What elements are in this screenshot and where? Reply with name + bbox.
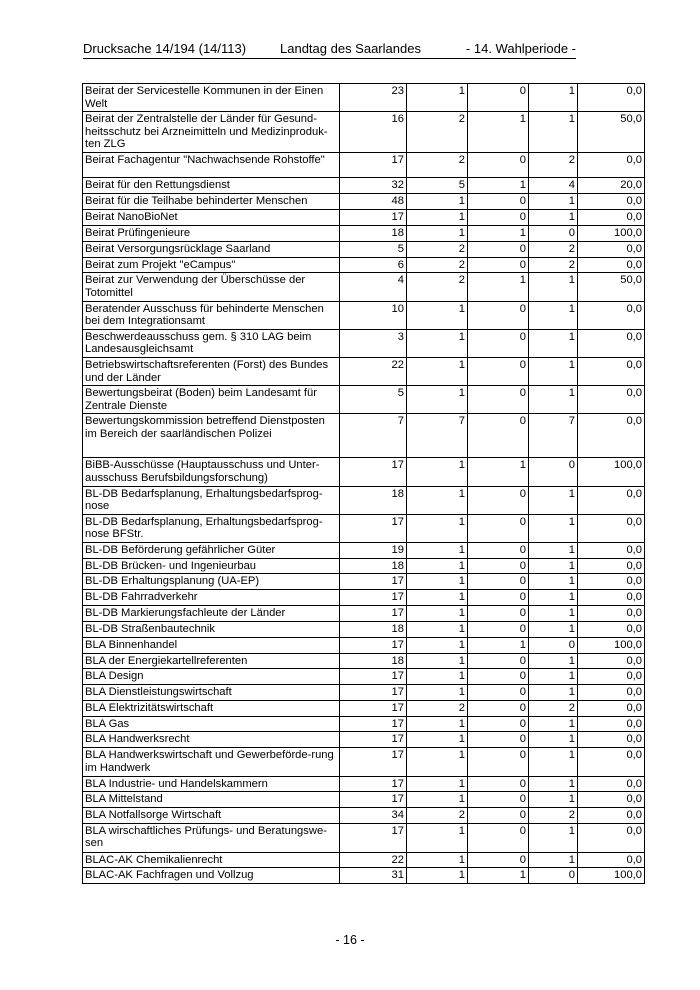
- women-percentage-cell: 100,0: [578, 225, 645, 241]
- men-count-cell: 0: [529, 868, 578, 884]
- committee-name-cell: Beschwerdeausschuss gem. § 310 LAG beim Landesausgleichsamt: [83, 329, 340, 357]
- table-row: [83, 653, 645, 669]
- table-row: [83, 852, 645, 868]
- members-total-cell: 5: [340, 241, 407, 257]
- women-percentage-cell: 50,0: [578, 273, 645, 301]
- committee-name-cell: BLA Mittelstand: [83, 792, 340, 808]
- state-nominated-cell: 1: [407, 823, 468, 852]
- committee-name-cell: BL-DB Brücken- und Ingenieurbau: [83, 558, 340, 574]
- men-count-cell: 1: [529, 776, 578, 792]
- state-nominated-cell: 2: [407, 700, 468, 716]
- table-row: [83, 458, 645, 486]
- members-total-cell: 18: [340, 558, 407, 574]
- state-nominated-cell: 1: [407, 792, 468, 808]
- women-count-cell: 1: [468, 637, 529, 653]
- women-count-cell: 1: [468, 458, 529, 486]
- women-percentage-cell: 0,0: [578, 357, 645, 385]
- members-total-cell: 34: [340, 808, 407, 824]
- men-count-cell: 2: [529, 808, 578, 824]
- committee-name-cell: Beirat für den Rettungsdienst: [83, 178, 340, 194]
- members-total-cell: 6: [340, 257, 407, 273]
- committee-name-cell: BLA Elektrizitätswirtschaft: [83, 700, 340, 716]
- women-percentage-cell: 100,0: [578, 458, 645, 486]
- members-total-cell: 17: [340, 590, 407, 606]
- members-total-cell: 4: [340, 273, 407, 301]
- men-count-cell: 1: [529, 542, 578, 558]
- women-percentage-cell: 20,0: [578, 178, 645, 194]
- members-total-cell: 18: [340, 225, 407, 241]
- state-nominated-cell: 2: [407, 808, 468, 824]
- men-count-cell: 2: [529, 257, 578, 273]
- table-row: [83, 153, 645, 178]
- members-total-cell: 17: [340, 669, 407, 685]
- women-count-cell: 0: [468, 653, 529, 669]
- state-nominated-cell: 1: [407, 732, 468, 748]
- members-total-cell: 17: [340, 210, 407, 226]
- men-count-cell: 7: [529, 414, 578, 458]
- committee-name-cell: BiBB-Ausschüsse (Hauptausschuss und Unter-ausschuss Berufsbildungsforschung): [83, 458, 340, 486]
- committee-name-cell: BLA wirschaftliches Prüfungs- und Beratungswe-sen: [83, 823, 340, 852]
- state-nominated-cell: 1: [407, 225, 468, 241]
- men-count-cell: 1: [529, 574, 578, 590]
- members-total-cell: 32: [340, 178, 407, 194]
- men-count-cell: 1: [529, 210, 578, 226]
- members-total-cell: 17: [340, 776, 407, 792]
- committee-name-cell: BLA Industrie- und Handelskammern: [83, 776, 340, 792]
- members-total-cell: 16: [340, 112, 407, 153]
- table-row: [83, 386, 645, 414]
- women-percentage-cell: 0,0: [578, 823, 645, 852]
- committee-name-cell: BLA Handwerksrecht: [83, 732, 340, 748]
- table-row: [83, 514, 645, 542]
- women-percentage-cell: 0,0: [578, 776, 645, 792]
- men-count-cell: 0: [529, 225, 578, 241]
- state-nominated-cell: 1: [407, 669, 468, 685]
- page-number: - 16 -: [335, 933, 365, 947]
- members-total-cell: 17: [340, 458, 407, 486]
- state-nominated-cell: 1: [407, 301, 468, 329]
- men-count-cell: 0: [529, 637, 578, 653]
- men-count-cell: 1: [529, 669, 578, 685]
- table-row: [83, 210, 645, 226]
- table-row: [83, 700, 645, 716]
- table-row: [83, 606, 645, 622]
- women-count-cell: 0: [468, 716, 529, 732]
- table-row: [83, 241, 645, 257]
- members-total-cell: 18: [340, 486, 407, 514]
- table-row: [83, 257, 645, 273]
- men-count-cell: 1: [529, 386, 578, 414]
- committee-name-cell: BLA Binnenhandel: [83, 637, 340, 653]
- table-row: [83, 590, 645, 606]
- women-percentage-cell: 0,0: [578, 486, 645, 514]
- members-total-cell: 22: [340, 357, 407, 385]
- table-row: [83, 357, 645, 385]
- state-nominated-cell: 1: [407, 558, 468, 574]
- parliament-name: Landtag des Saarlandes: [280, 41, 421, 56]
- women-percentage-cell: 0,0: [578, 329, 645, 357]
- women-count-cell: 0: [468, 852, 529, 868]
- members-total-cell: 17: [340, 748, 407, 776]
- committee-name-cell: Beirat NanoBioNet: [83, 210, 340, 226]
- table-row: [83, 273, 645, 301]
- women-count-cell: 0: [468, 685, 529, 701]
- women-percentage-cell: 0,0: [578, 194, 645, 210]
- women-count-cell: 0: [468, 558, 529, 574]
- state-nominated-cell: 1: [407, 637, 468, 653]
- state-nominated-cell: 1: [407, 194, 468, 210]
- women-percentage-cell: 0,0: [578, 653, 645, 669]
- members-total-cell: 48: [340, 194, 407, 210]
- table-row: [83, 225, 645, 241]
- women-percentage-cell: 0,0: [578, 808, 645, 824]
- members-total-cell: 17: [340, 606, 407, 622]
- state-nominated-cell: 1: [407, 868, 468, 884]
- table-row: [83, 84, 645, 112]
- members-total-cell: 7: [340, 414, 407, 458]
- women-percentage-cell: 100,0: [578, 637, 645, 653]
- state-nominated-cell: 2: [407, 273, 468, 301]
- members-total-cell: 17: [340, 823, 407, 852]
- committee-name-cell: BLA der Energiekartellreferenten: [83, 653, 340, 669]
- men-count-cell: 4: [529, 178, 578, 194]
- women-percentage-cell: 0,0: [578, 669, 645, 685]
- committee-name-cell: Beirat Versorgungsrücklage Saarland: [83, 241, 340, 257]
- table-row: [83, 574, 645, 590]
- state-nominated-cell: 1: [407, 486, 468, 514]
- state-nominated-cell: 1: [407, 329, 468, 357]
- members-total-cell: 17: [340, 514, 407, 542]
- committee-name-cell: Beirat der Zentralstelle der Länder für Gesund-heitsschutz bei Arzneimitteln und Medizinproduk-ten ZLG: [83, 112, 340, 153]
- men-count-cell: 1: [529, 685, 578, 701]
- table-row: [83, 558, 645, 574]
- table-row: [83, 178, 645, 194]
- women-count-cell: 1: [468, 178, 529, 194]
- women-percentage-cell: 0,0: [578, 241, 645, 257]
- women-count-cell: 0: [468, 84, 529, 112]
- women-count-cell: 0: [468, 669, 529, 685]
- women-count-cell: 0: [468, 574, 529, 590]
- men-count-cell: 1: [529, 732, 578, 748]
- men-count-cell: 1: [529, 84, 578, 112]
- state-nominated-cell: 2: [407, 153, 468, 178]
- women-percentage-cell: 0,0: [578, 700, 645, 716]
- table-row: [83, 808, 645, 824]
- state-nominated-cell: 1: [407, 852, 468, 868]
- women-count-cell: 0: [468, 386, 529, 414]
- committee-name-cell: BL-DB Erhaltungsplanung (UA-EP): [83, 574, 340, 590]
- legislative-period: - 14. Wahlperiode -: [465, 41, 576, 56]
- committee-name-cell: Beirat für die Teilhabe behinderter Menschen: [83, 194, 340, 210]
- women-percentage-cell: 0,0: [578, 84, 645, 112]
- men-count-cell: 1: [529, 716, 578, 732]
- women-percentage-cell: 0,0: [578, 685, 645, 701]
- women-count-cell: 0: [468, 514, 529, 542]
- state-nominated-cell: 1: [407, 84, 468, 112]
- state-nominated-cell: 2: [407, 257, 468, 273]
- committee-name-cell: BLA Dienstleistungswirtschaft: [83, 685, 340, 701]
- state-nominated-cell: 1: [407, 622, 468, 638]
- women-count-cell: 0: [468, 606, 529, 622]
- committee-name-cell: Betriebswirtschaftsreferenten (Forst) des Bundes und der Länder: [83, 357, 340, 385]
- table-row: [83, 194, 645, 210]
- women-percentage-cell: 0,0: [578, 606, 645, 622]
- men-count-cell: 1: [529, 558, 578, 574]
- women-percentage-cell: 0,0: [578, 386, 645, 414]
- state-nominated-cell: 1: [407, 542, 468, 558]
- men-count-cell: 1: [529, 653, 578, 669]
- women-count-cell: 0: [468, 776, 529, 792]
- women-count-cell: 1: [468, 112, 529, 153]
- state-nominated-cell: 2: [407, 241, 468, 257]
- table-row: [83, 716, 645, 732]
- committee-name-cell: BLA Notfallsorge Wirtschaft: [83, 808, 340, 824]
- members-total-cell: 17: [340, 153, 407, 178]
- women-percentage-cell: 0,0: [578, 716, 645, 732]
- committee-name-cell: BLA Gas: [83, 716, 340, 732]
- women-count-cell: 0: [468, 622, 529, 638]
- members-total-cell: 31: [340, 868, 407, 884]
- members-total-cell: 18: [340, 653, 407, 669]
- committee-table: [82, 83, 645, 884]
- men-count-cell: 1: [529, 112, 578, 153]
- state-nominated-cell: 1: [407, 748, 468, 776]
- men-count-cell: 0: [529, 458, 578, 486]
- members-total-cell: 17: [340, 716, 407, 732]
- women-count-cell: 0: [468, 732, 529, 748]
- women-count-cell: 0: [468, 700, 529, 716]
- state-nominated-cell: 1: [407, 514, 468, 542]
- table-row: [83, 685, 645, 701]
- women-count-cell: 0: [468, 590, 529, 606]
- women-count-cell: 0: [468, 748, 529, 776]
- women-count-cell: 0: [468, 301, 529, 329]
- women-percentage-cell: 0,0: [578, 622, 645, 638]
- table-row: [83, 792, 645, 808]
- state-nominated-cell: 1: [407, 685, 468, 701]
- men-count-cell: 1: [529, 357, 578, 385]
- state-nominated-cell: 1: [407, 776, 468, 792]
- members-total-cell: 5: [340, 386, 407, 414]
- women-count-cell: 0: [468, 210, 529, 226]
- table-row: [83, 776, 645, 792]
- committee-name-cell: Beirat Fachagentur "Nachwachsende Rohstoffe": [83, 153, 340, 178]
- state-nominated-cell: 2: [407, 112, 468, 153]
- committee-name-cell: Bewertungsbeirat (Boden) beim Landesamt für Zentrale Dienste: [83, 386, 340, 414]
- women-percentage-cell: 0,0: [578, 414, 645, 458]
- committee-name-cell: Beirat zum Projekt "eCampus": [83, 257, 340, 273]
- women-count-cell: 0: [468, 257, 529, 273]
- men-count-cell: 1: [529, 194, 578, 210]
- women-count-cell: 0: [468, 542, 529, 558]
- women-count-cell: 1: [468, 273, 529, 301]
- members-total-cell: 18: [340, 622, 407, 638]
- table-row: [83, 112, 645, 153]
- table-row: [83, 486, 645, 514]
- women-count-cell: 0: [468, 194, 529, 210]
- women-count-cell: 0: [468, 792, 529, 808]
- women-percentage-cell: 0,0: [578, 558, 645, 574]
- table-row: [83, 868, 645, 884]
- men-count-cell: 1: [529, 792, 578, 808]
- men-count-cell: 1: [529, 852, 578, 868]
- table-row: [83, 622, 645, 638]
- women-count-cell: 0: [468, 329, 529, 357]
- women-percentage-cell: 0,0: [578, 852, 645, 868]
- members-total-cell: 17: [340, 700, 407, 716]
- women-percentage-cell: 50,0: [578, 112, 645, 153]
- table-row: [83, 823, 645, 852]
- women-percentage-cell: 0,0: [578, 210, 645, 226]
- committee-name-cell: Bewertungskommission betreffend Dienstposten im Bereich der saarländischen Polizei: [83, 414, 340, 458]
- members-total-cell: 17: [340, 792, 407, 808]
- women-percentage-cell: 0,0: [578, 748, 645, 776]
- state-nominated-cell: 1: [407, 357, 468, 385]
- men-count-cell: 1: [529, 486, 578, 514]
- members-total-cell: 17: [340, 685, 407, 701]
- women-count-cell: 0: [468, 241, 529, 257]
- men-count-cell: 1: [529, 748, 578, 776]
- page-header: [83, 41, 576, 59]
- members-total-cell: 23: [340, 84, 407, 112]
- members-total-cell: 10: [340, 301, 407, 329]
- state-nominated-cell: 1: [407, 210, 468, 226]
- committee-name-cell: BL-DB Beförderung gefährlicher Güter: [83, 542, 340, 558]
- table-row: [83, 669, 645, 685]
- table-row: [83, 748, 645, 776]
- men-count-cell: 2: [529, 153, 578, 178]
- men-count-cell: 2: [529, 700, 578, 716]
- members-total-cell: 17: [340, 732, 407, 748]
- members-total-cell: 17: [340, 574, 407, 590]
- members-total-cell: 22: [340, 852, 407, 868]
- committee-name-cell: BL-DB Bedarfsplanung, Erhaltungsbedarfsprog-nose: [83, 486, 340, 514]
- women-percentage-cell: 0,0: [578, 257, 645, 273]
- state-nominated-cell: 5: [407, 178, 468, 194]
- table-row: [83, 301, 645, 329]
- state-nominated-cell: 1: [407, 458, 468, 486]
- men-count-cell: 1: [529, 301, 578, 329]
- members-total-cell: 17: [340, 637, 407, 653]
- state-nominated-cell: 7: [407, 414, 468, 458]
- committee-name-cell: Beirat der Servicestelle Kommunen in der Einen Welt: [83, 84, 340, 112]
- committee-name-cell: Beirat zur Verwendung der Überschüsse der Totomittel: [83, 273, 340, 301]
- men-count-cell: 1: [529, 590, 578, 606]
- women-percentage-cell: 0,0: [578, 301, 645, 329]
- committee-name-cell: BLA Handwerkswirtschaft und Gewerbeförde-rung im Handwerk: [83, 748, 340, 776]
- state-nominated-cell: 1: [407, 386, 468, 414]
- state-nominated-cell: 1: [407, 606, 468, 622]
- women-count-cell: 1: [468, 868, 529, 884]
- women-percentage-cell: 0,0: [578, 732, 645, 748]
- men-count-cell: 1: [529, 823, 578, 852]
- women-percentage-cell: 0,0: [578, 542, 645, 558]
- women-count-cell: 0: [468, 357, 529, 385]
- men-count-cell: 1: [529, 622, 578, 638]
- women-count-cell: 0: [468, 808, 529, 824]
- table-row: [83, 414, 645, 458]
- state-nominated-cell: 1: [407, 653, 468, 669]
- women-percentage-cell: 0,0: [578, 514, 645, 542]
- committee-name-cell: Beirat Prüfingenieure: [83, 225, 340, 241]
- members-total-cell: 19: [340, 542, 407, 558]
- women-count-cell: 0: [468, 823, 529, 852]
- women-count-cell: 1: [468, 225, 529, 241]
- members-total-cell: 3: [340, 329, 407, 357]
- women-percentage-cell: 0,0: [578, 574, 645, 590]
- women-percentage-cell: 100,0: [578, 868, 645, 884]
- committee-name-cell: BL-DB Bedarfsplanung, Erhaltungsbedarfsprog-nose BFStr.: [83, 514, 340, 542]
- committee-name-cell: Beratender Ausschuss für behinderte Menschen bei dem Integrationsamt: [83, 301, 340, 329]
- women-percentage-cell: 0,0: [578, 153, 645, 178]
- men-count-cell: 1: [529, 273, 578, 301]
- women-count-cell: 0: [468, 153, 529, 178]
- committee-name-cell: BLAC-AK Fachfragen und Vollzug: [83, 868, 340, 884]
- table-row: [83, 329, 645, 357]
- women-percentage-cell: 0,0: [578, 792, 645, 808]
- committee-name-cell: BL-DB Fahrradverkehr: [83, 590, 340, 606]
- men-count-cell: 1: [529, 329, 578, 357]
- state-nominated-cell: 1: [407, 590, 468, 606]
- table-row: [83, 542, 645, 558]
- men-count-cell: 1: [529, 606, 578, 622]
- committee-name-cell: BLAC-AK Chemikalienrecht: [83, 852, 340, 868]
- table-row: [83, 637, 645, 653]
- committee-name-cell: BL-DB Markierungsfachleute der Länder: [83, 606, 340, 622]
- men-count-cell: 2: [529, 241, 578, 257]
- table-row: [83, 732, 645, 748]
- committee-name-cell: BLA Design: [83, 669, 340, 685]
- women-count-cell: 0: [468, 486, 529, 514]
- women-percentage-cell: 0,0: [578, 590, 645, 606]
- state-nominated-cell: 1: [407, 716, 468, 732]
- doc-number: Drucksache 14/194 (14/113): [83, 41, 247, 56]
- state-nominated-cell: 1: [407, 574, 468, 590]
- committee-name-cell: BL-DB Straßenbautechnik: [83, 622, 340, 638]
- women-count-cell: 0: [468, 414, 529, 458]
- men-count-cell: 1: [529, 514, 578, 542]
